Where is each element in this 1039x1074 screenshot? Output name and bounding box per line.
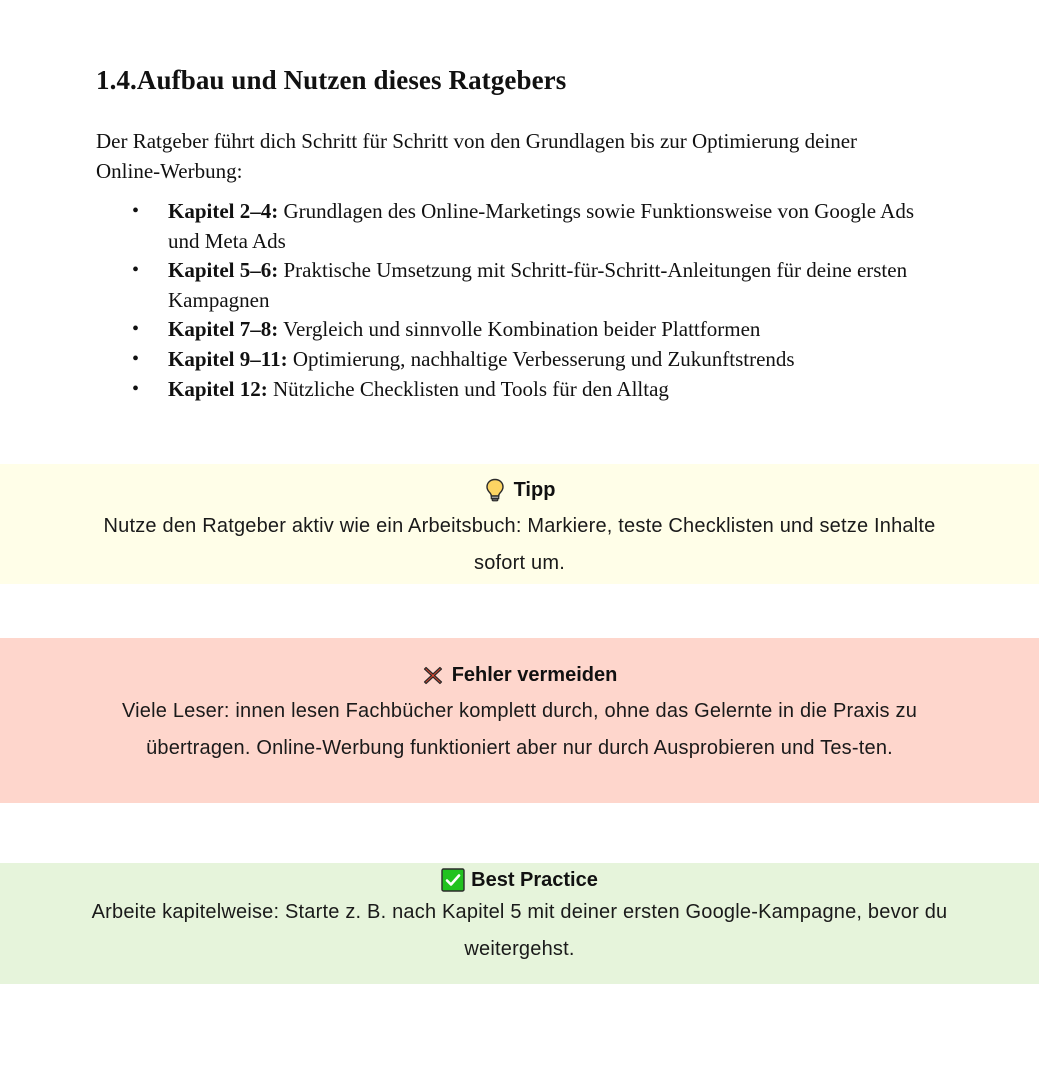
best-practice-text: Arbeite kapitelweise: Starte z. B. nach Kapitel 5 mit deiner ersten Google-Kampagne, bevor du weitergehst. <box>91 901 948 960</box>
chapter-text: Nützliche Checklisten und Tools für den Alltag <box>267 376 669 401</box>
check-mark-icon <box>441 868 463 892</box>
list-item <box>96 197 916 256</box>
bullet: • <box>132 200 140 222</box>
list-item <box>96 256 916 315</box>
list-item <box>96 345 916 375</box>
best-practice-callout-title <box>0 866 1039 894</box>
intro-paragraph: Der Ratgeber führt dich Schritt für Schritt von den Grundlagen bis zur Optimierung deiner Online-Werbung: <box>96 129 858 183</box>
chapter-label: Kapitel 5–6: <box>168 258 279 283</box>
bullet: • <box>132 377 140 400</box>
cross-mark-icon <box>422 663 444 687</box>
bullet: • <box>132 347 140 370</box>
chapter-label: Kapitel 7–8: <box>168 317 279 342</box>
chapter-text: Vergleich und sinnvolle Kombination beider Plattformen <box>278 317 761 342</box>
tip-callout-title <box>0 476 1039 504</box>
tip-title: Tipp <box>513 479 556 501</box>
best-practice-callout <box>0 863 1039 984</box>
error-title: Fehler vermeiden <box>451 664 618 686</box>
chapter-label: Kapitel 9–11: <box>168 346 288 371</box>
list-item <box>96 315 916 345</box>
best-practice-title: Best Practice <box>471 869 598 891</box>
section-heading: 1.4.Aufbau und Nutzen dieses Ratgebers <box>96 65 567 95</box>
chapter-label: Kapitel 2–4: <box>168 199 279 223</box>
error-callout <box>0 638 1039 803</box>
chapter-text: Grundlagen des Online-Marketings sowie Funktionsweise von Google Ads und Meta Ads <box>168 199 915 253</box>
lightbulb-icon <box>484 478 506 502</box>
bullet: • <box>132 259 140 282</box>
tip-callout <box>0 464 1039 584</box>
chapter-label: Kapitel 12: <box>168 376 268 401</box>
chapter-text: Optimierung, nachhaltige Verbesserung und Zukunftstrends <box>287 346 795 371</box>
error-text: Viele Leser: innen lesen Fachbücher komplett durch, ohne das Gelernte in die Praxis zu übertragen. Online-Werbung funktioniert aber nur durch Ausprobieren und Tes-ten. <box>121 700 918 759</box>
error-callout-title <box>0 661 1039 689</box>
tip-text: Nutze den Ratgeber aktiv wie ein Arbeitsbuch: Markiere, teste Checklisten und setze Inhalte sofort um. <box>103 515 936 574</box>
list-item <box>96 375 916 405</box>
bullet: • <box>132 318 140 341</box>
chapter-list <box>96 197 916 404</box>
chapter-text: Praktische Umsetzung mit Schritt-für-Schritt-Anleitungen für deine ersten Kampagnen <box>168 258 908 312</box>
